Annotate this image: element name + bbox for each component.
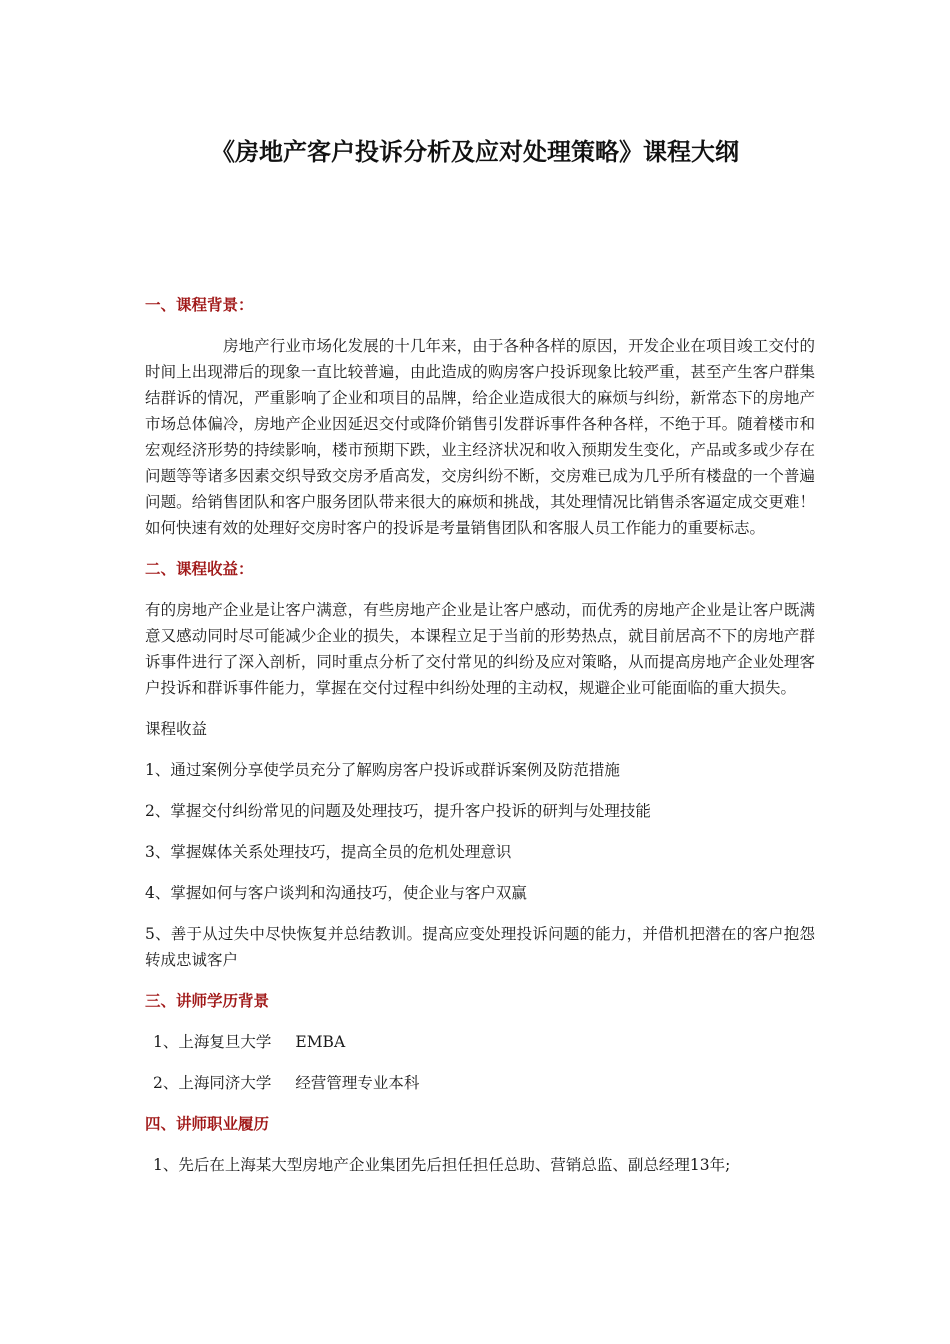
document-body (145, 292, 815, 1193)
education-degree: 经营管理专业本科 (295, 1074, 420, 1092)
education-degree: EMBA (295, 1033, 346, 1051)
education-school: 1、上海复旦大学 (153, 1033, 272, 1051)
section-benefits (145, 556, 815, 973)
education-school: 2、上海同济大学 (153, 1074, 272, 1092)
section-heading-benefits: 二、课程收益： (145, 559, 254, 578)
section-heading-career: 四、讲师职业履历 (145, 1114, 270, 1133)
section-background (145, 292, 815, 541)
education-item (145, 1029, 815, 1055)
benefit-item: 1、通过案例分享使学员充分了解购房客户投诉或群诉案例及防范措施 (145, 761, 620, 779)
section-career (145, 1111, 815, 1178)
benefit-item: 4、掌握如何与客户谈判和沟通技巧，使企业与客户双赢 (145, 884, 527, 902)
benefit-item: 2、掌握交付纠纷常见的问题及处理技巧，提升客户投诉的研判与处理技能 (145, 802, 651, 820)
section-heading-background: 一、课程背景： (145, 295, 254, 314)
benefits-paragraph: 有的房地产企业是让客户满意，有些房地产企业是让客户感动，而优秀的房地产企业是让客户既满意又感动同时尽可能减少企业的损失，本课程立足于当前的形势热点，就目前居高不下的房地产群诉事件进行了深入剖析，同时重点分析了交付常见的纠纷及应对策略，从而提高房地产企业处理客户投诉和群诉事件能力，掌握在交付过程中纠纷处理的主动权，规避企业可能面临的重大损失。 (145, 601, 815, 697)
benefits-subheading: 课程收益 (145, 720, 208, 738)
benefit-item: 3、掌握媒体关系处理技巧，提高全员的危机处理意识 (145, 843, 512, 861)
section-education (145, 988, 815, 1096)
document-title: 《房地产客户投诉分析及应对处理策略》课程大纲 (211, 137, 739, 166)
benefit-item: 5、善于从过失中尽快恢复并总结教训。提高应变处理投诉问题的能力，并借机把潜在的客户抱怨转成忠诚客户 (145, 925, 815, 969)
career-item: 1、先后在上海某大型房地产企业集团先后担任担任总助、营销总监、副总经理13年; (153, 1156, 731, 1174)
education-item (145, 1070, 815, 1096)
section-heading-education: 三、讲师学历背景 (145, 991, 270, 1010)
background-paragraph: 房地产行业市场化发展的十几年来，由于各种各样的原因，开发企业在项目竣工交付的时间上出现滞后的现象一直比较普遍，由此造成的购房客户投诉现象比较严重，甚至产生客户群集结群诉的情况，严重影响了企业和项目的品牌，给企业造成很大的麻烦与纠纷，新常态下的房地产市场总体偏冷，房地产企业因延迟交付或降价销售引发群诉事件各种各样，不绝于耳。随着楼市和宏观经济形势的持续影响，楼市预期下跌，业主经济状况和收入预期发生变化，产品或多或少存在问题等等诸多因素交织导致交房矛盾高发，交房纠纷不断，交房难已成为几乎所有楼盘的一个普遍问题。给销售团队和客户服务团队带来很大的麻烦和挑战，其处理情况比销售杀客逼定成交更难！如何快速有效的处理好交房时客户的投诉是考量销售团队和客服人员工作能力的重要标志。 (145, 337, 815, 537)
